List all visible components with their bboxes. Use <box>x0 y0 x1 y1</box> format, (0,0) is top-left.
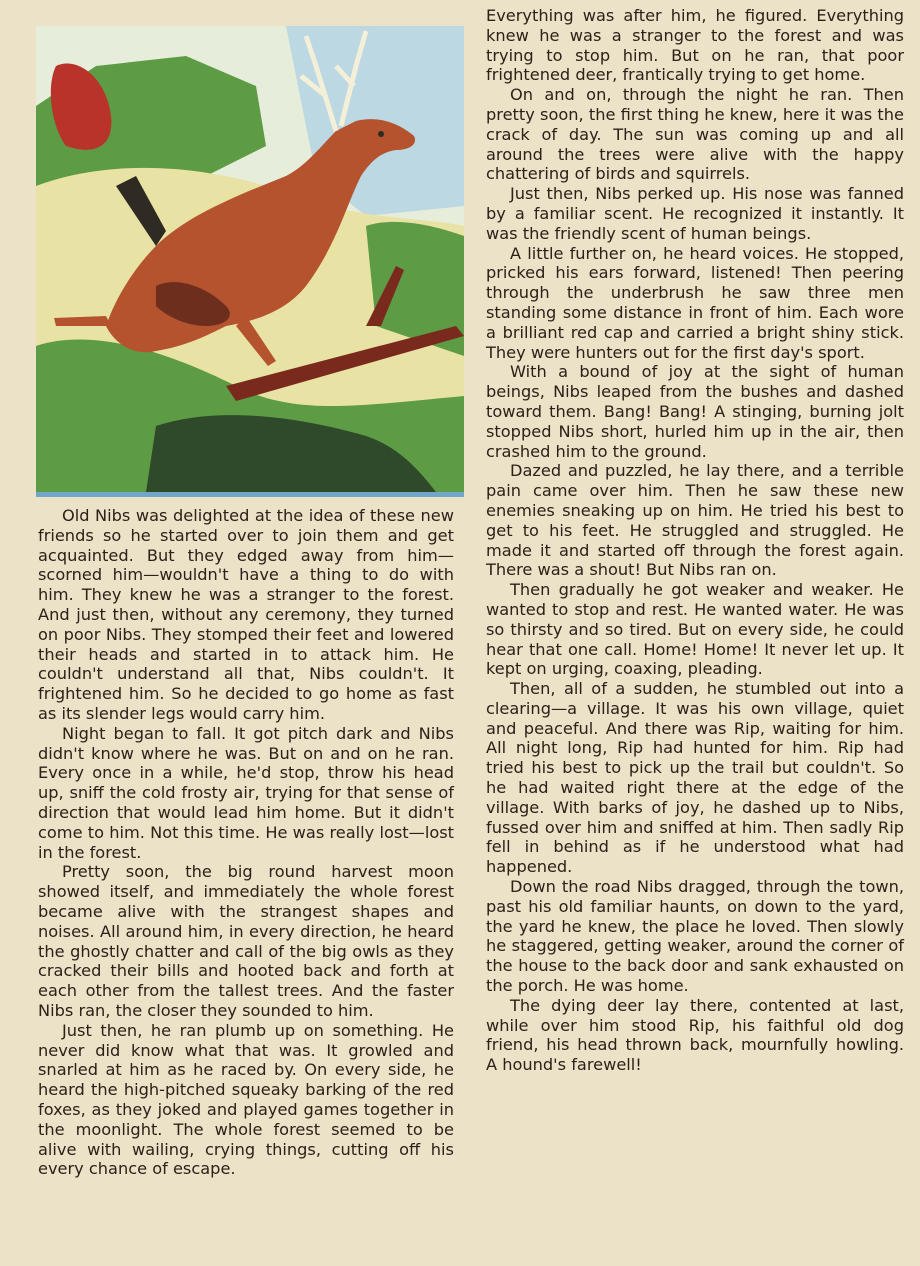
story-paragraph: Dazed and puzzled, he lay there, and a terrible pain came over him. Then he saw these new enemies sneaking up on him. He tried his best to get to his feet. He struggled and struggled. He made it and started off through the forest again. There was a shout! But Nibs ran on. <box>486 461 904 580</box>
story-paragraph: A little further on, he heard voices. He stopped, pricked his ears forward, listened! Then peering through the underbrush he saw three men standing some distance in front of him. Each wore a brilliant red cap and carried a bright shiny stick. They were hunters out for the first day's sport. <box>486 243 904 362</box>
story-paragraph: Old Nibs was delighted at the idea of these new friends so he started over to join them and get acquainted. But they edged away from him—scorned him—wouldn't have a thing to do with him. They knew he was a stranger to the forest. And just then, without any ceremony, they turned on poor Nibs. They stomped their feet and lowered their heads and started in to attack him. He couldn't understand all that, Nibs couldn't. It frightened him. So he decided to go home as fast as its slender legs would carry him. <box>38 506 454 723</box>
story-paragraph: Down the road Nibs dragged, through the town, past his old familiar haunts, on down to the yard, the yard he knew, the place he loved. Then slowly he staggered, getting weaker, around the corner of the house to the back door and sank exhausted on the porch. He was home. <box>486 877 904 996</box>
story-column-left <box>38 506 454 1179</box>
story-paragraph: With a bound of joy at the sight of human beings, Nibs leaped from the bushes and dashed toward them. Bang! Bang! A stinging, burning jolt stopped Nibs short, hurled him up in the air, then crashed him to the ground. <box>486 362 904 461</box>
story-paragraph: Then, all of a sudden, he stumbled out into a clearing—a village. It was his own village, quiet and peaceful. And there was Rip, waiting for him. All night long, Rip had hunted for him. Rip had tried his best to pick up the trail but couldn't. So he had waited right there at the edge of the village. With barks of joy, he dashed up to Nibs, fussed over him and sniffed at him. Then sadly Rip fell in behind as if he understood what had happened. <box>486 679 904 877</box>
story-paragraph: On and on, through the night he ran. Then pretty soon, the first thing he knew, here it was the crack of day. The sun was coming up and all around the trees were alive with the happy chattering of birds and squirrels. <box>486 85 904 184</box>
story-column-right <box>486 6 904 1075</box>
story-paragraph: Then gradually he got weaker and weaker. He wanted to stop and rest. He wanted water. He was so thirsty and so tired. But on every side, he could hear that one call. Home! Home! It never let up. It kept on urging, coaxing, pleading. <box>486 580 904 679</box>
story-paragraph: The dying deer lay there, contented at last, while over him stood Rip, his faithful old dog friend, his head thrown back, mournfully howling. A hound's farewell! <box>486 995 904 1075</box>
deer-eye <box>378 131 384 137</box>
story-paragraph: Just then, Nibs perked up. His nose was fanned by a familiar scent. He recognized it instantly. It was the friendly scent of human beings. <box>486 184 904 243</box>
story-paragraph-continued: Everything was after him, he figured. Everything knew he was a stranger to the forest and was trying to stop him. But on he ran, that poor frightened deer, frantically trying to get home. <box>486 6 904 85</box>
story-paragraph: Night began to fall. It got pitch dark and Nibs didn't know where he was. But on and on he ran. Every once in a while, he'd stop, throw his head up, sniff the cold frosty air, trying for that sense of direction that would lead him home. But it didn't come to him. Not this time. He was really lost—lost in the forest. <box>38 723 454 862</box>
story-paragraph: Just then, he ran plumb up on something. He never did know what that was. It growled and snarled at him as he raced by. On every side, he heard the high-pitched squeaky barking of the red foxes, as they joked and played games together in the moonlight. The whole forest seemed to be alive with wailing, crying things, cutting off his every chance of escape. <box>38 1020 454 1179</box>
story-paragraph: Pretty soon, the big round harvest moon showed itself, and immediately the whole forest became alive with the strangest shapes and noises. All around him, in every direction, he heard the ghostly chatter and call of the big owls as they cracked their bills and hooted back and forth at each other from the tallest trees. And the faster Nibs ran, the closer they sounded to him. <box>38 862 454 1020</box>
illustration-leaping-deer <box>36 26 464 497</box>
deer-illustration-svg <box>36 26 464 492</box>
